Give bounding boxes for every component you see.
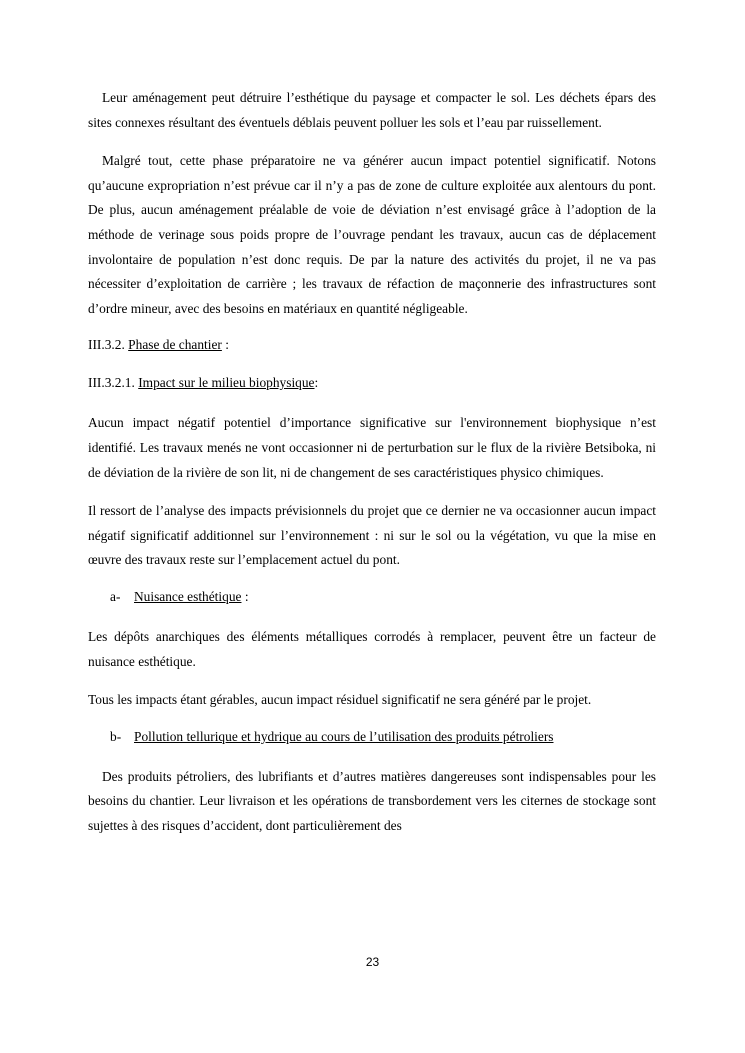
document-page [88, 86, 656, 838]
subsection-suffix: : [241, 588, 249, 604]
paragraph-phase-preparatoire: Malgré tout, cette phase préparatoire ne va générer aucun impact potentiel significatif. Notons qu’aucune expropriation n’est prévue car il n’y a pas de zone de culture exploitée aux alentours du pont. De plus, aucun aménagement préalable de voie de déviation n’est envisagé grâce à l’adoption de la méthode de verinage sous poids propre de l’ouvrage pendant les travaux, aucun cas de déplacement involontaire de population n’est donc requis. De par la nature des activités du projet, il ne va pas nécessiter d’exploitation de carrière ; les travaux de réfaction de maçonnerie des infrastructures sont d’ordre mineur, avec des besoins en matériaux en quantité négligeable. [88, 153, 656, 316]
heading-impact-milieu-biophysique [88, 373, 656, 393]
paragraph-analyse-impacts: Il ressort de l’analyse des impacts prévisionnels du projet que ce dernier ne va occasionner aucun impact négatif significatif additionnel sur l’environnement : ni sur le sol ou la végétation, vu que la mise en œuvre des travaux reste sur l’emplacement actuel du pont. [88, 503, 656, 568]
heading-number: III.3.2. [88, 337, 125, 353]
heading-suffix: : [221, 337, 229, 353]
heading-suffix: : [314, 375, 319, 391]
heading-phase-de-chantier [88, 335, 656, 355]
heading-title: Impact sur le milieu biophysique [138, 375, 315, 391]
subsection-nuisance-esthetique [110, 587, 656, 607]
subsection-label: b- [110, 728, 122, 744]
paragraph-produits-petroliers: Des produits pétroliers, des lubrifiants et d’autres matières dangereuses sont indispensables pour les besoins du chantier. Leur livraison et les opérations de transbordement vers les citernes de stockage sont sujettes à des risques d’accident, dont particulièrement des [88, 768, 656, 833]
subsection-label: a- [110, 588, 121, 604]
paragraph-aucun-impact: Aucun impact négatif potentiel d’importance significative sur l'environnement biophysique n’est identifié. Les travaux menés ne vont occasionner ni de perturbation sur le flux de la rivière Betsiboka, ni de déviation de la rivière de son lit, ni de changement de ses caractéristiques physico chimiques. [88, 415, 656, 480]
page-number: 23 [365, 955, 380, 969]
paragraph-depots-anarchiques: Les dépôts anarchiques des éléments métalliques corrodés à remplacer, peuvent être un facteur de nuisance esthétique. [88, 628, 656, 669]
paragraph-impacts-gerables: Tous les impacts étant gérables, aucun impact résiduel significatif ne sera généré par le projet. [88, 692, 592, 708]
heading-number: III.3.2.1. [88, 375, 135, 391]
heading-title: Phase de chantier [128, 337, 222, 353]
subsection-pollution [110, 727, 656, 747]
paragraph-amenagement: Leur aménagement peut détruire l’esthétique du paysage et compacter le sol. Les déchets épars des sites connexes résultant des éventuels déblais peuvent polluer les sols et l’eau par ruissellement. [88, 90, 656, 130]
subsection-title: Nuisance esthétique [134, 588, 242, 604]
subsection-title: Pollution tellurique et hydrique au cours de l’utilisation des produits pétroliers [134, 728, 554, 744]
